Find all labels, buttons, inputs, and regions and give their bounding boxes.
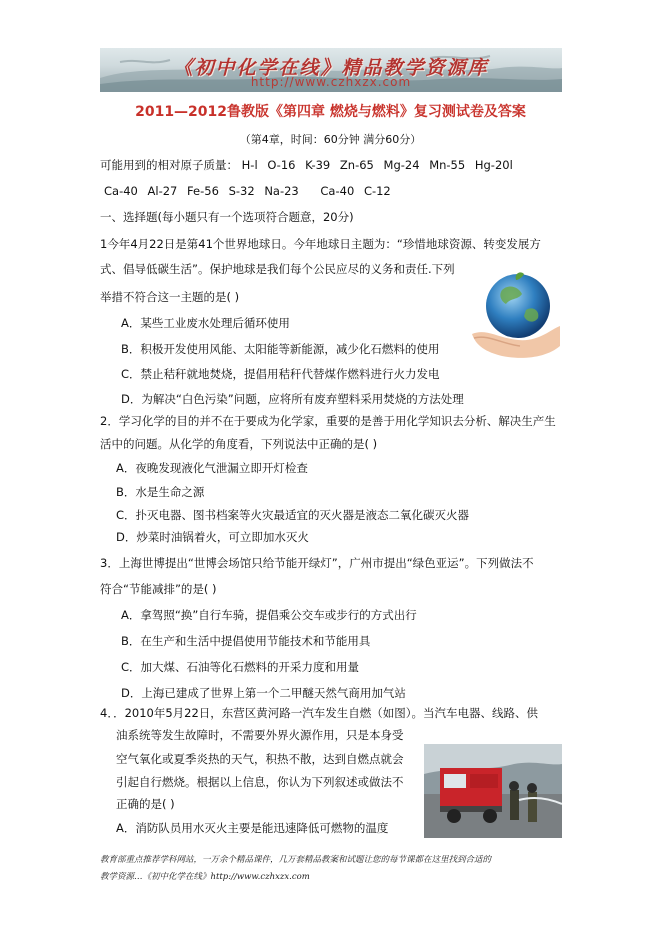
q1-stem-line-2: 式、倡导低碳生活”。保护地球是我们每个公民应尽的义务和责任.下列 (100, 262, 455, 276)
footer-line-2[interactable]: 教学资源…《初中化学在线》http://www.czhxzx.com (100, 872, 310, 882)
q2-stem-line-1: 2．学习化学的目的并不在于要成为化学家，重要的是善于用化学知识去分析、解决生产生 (100, 414, 556, 428)
atomic-mass-item: Ca-40 (104, 184, 138, 198)
document-subtitle: （第4章，时间：60分钟 满分60分） (239, 133, 422, 146)
q4-stem-line-2: 油系统等发生故障时，不需要外界火源作用，只是本身受 (116, 728, 404, 742)
banner-title: 《初中化学在线》精品教学资源库 (173, 57, 489, 79)
page-footer (100, 852, 562, 886)
q3-stem-line-2: 符合“节能减排”的是( ) (100, 582, 217, 596)
atomic-mass-item: H-l (241, 158, 258, 172)
q1-stem-line-1: 1今年4月22日是第41个世界地球日。今年地球日主题为：“珍惜地球资源、转变发展方 (100, 237, 541, 251)
section-heading: 一、选择题(每小题只有一个选项符合题意，20分) (100, 210, 354, 224)
atomic-mass-item: K-39 (305, 158, 331, 172)
q2-option-d: D．炒菜时油锅着火，可立即加水灭火 (116, 530, 309, 544)
atomic-mass-item: Al-27 (147, 184, 178, 198)
q3-option-b: B．在生产和生活中提倡使用节能技术和节能用具 (121, 634, 371, 648)
atomic-mass-item: Na-23 (264, 184, 299, 198)
atomic-mass-item: Mg-24 (383, 158, 420, 172)
atomic-mass-label: 可能用到的相对原子质量： (100, 158, 238, 172)
q3-option-a: A．拿驾照“换”自行车骑，提倡乘公交车或步行的方式出行 (121, 608, 417, 622)
q1-option-d: D．为解决“白色污染”问题，应将所有废弃塑料采用焚烧的方法处理 (121, 392, 464, 406)
atomic-mass-item: S-32 (228, 184, 255, 198)
header-banner (100, 48, 562, 92)
atomic-mass-row-1 (100, 157, 519, 173)
atomic-mass-item: Ca-40 (320, 184, 355, 198)
atomic-mass-item: O-16 (267, 158, 296, 172)
q2-option-c: C．扑灭电器、图书档案等火灾最适宜的灭火器是液态二氧化碳灭火器 (116, 508, 470, 522)
q1-stem-line-3: 举措不符合这一主题的是( ) (100, 290, 240, 304)
q1-option-c: C．禁止秸秆就地焚烧，提倡用秸秆代替煤作燃料进行火力发电 (121, 367, 440, 381)
q4-option-a: A．消防队员用水灭火主要是能迅速降低可燃物的温度 (116, 821, 389, 835)
q2-option-b: B．水是生命之源 (116, 485, 205, 499)
atomic-mass-item: Mn-55 (429, 158, 466, 172)
q2-option-a: A．夜晚发现液化气泄漏立即开灯检查 (116, 461, 308, 475)
q1-option-b: B．积极开发使用风能、太阳能等新能源，减少化石燃料的使用 (121, 342, 440, 356)
q4-stem-line-1: 4．．2010年5月22日，东营区黄河路一汽车发生自燃（如图）。当汽车电器、线路、供 (100, 706, 539, 720)
earth-in-hands-image (468, 268, 562, 360)
atomic-mass-item: Zn-65 (339, 158, 374, 172)
q1-option-a: A．某些工业废水处理后循环使用 (121, 316, 290, 330)
atomic-mass-item: C-12 (363, 184, 391, 198)
footer-line-1: 教育部重点推荐学科网站，一万余个精品课件，几万套精品教案和试题让您的每节课都在这里找到合适的 (100, 855, 492, 865)
q2-stem-line-2: 活中的问题。从化学的角度看，下列说法中正确的是( ) (100, 437, 378, 451)
banner-url[interactable]: http://www.czhxzx.com (250, 75, 412, 89)
q4-stem-line-3: 空气氧化或夏季炎热的天气，积热不散，达到自燃点就会 (116, 752, 404, 766)
q3-stem-line-1: 3．上海世博提出“世博会场馆只给节能开绿灯”，广州市提出“绿色亚运”。下列做法不 (100, 556, 534, 570)
q4-stem-line-5: 正确的是( ) (116, 797, 175, 811)
atomic-mass-row-2 (104, 183, 397, 199)
q4-stem-line-4: 引起自行燃烧。根据以上信息，你认为下列叙述或做法不 (116, 775, 404, 789)
document-title: 2011—2012鲁教版《第四章 燃烧与燃料》复习测试卷及答案 (135, 104, 526, 120)
atomic-mass-item: Fe-56 (187, 184, 219, 198)
q3-option-d: D．上海已建成了世界上第一个二甲醚天然气商用加气站 (121, 686, 406, 700)
fire-truck-photo (424, 744, 562, 838)
q3-option-c: C．加大煤、石油等化石燃料的开采力度和用量 (121, 660, 360, 674)
atomic-mass-item: Hg-20l (474, 158, 513, 172)
